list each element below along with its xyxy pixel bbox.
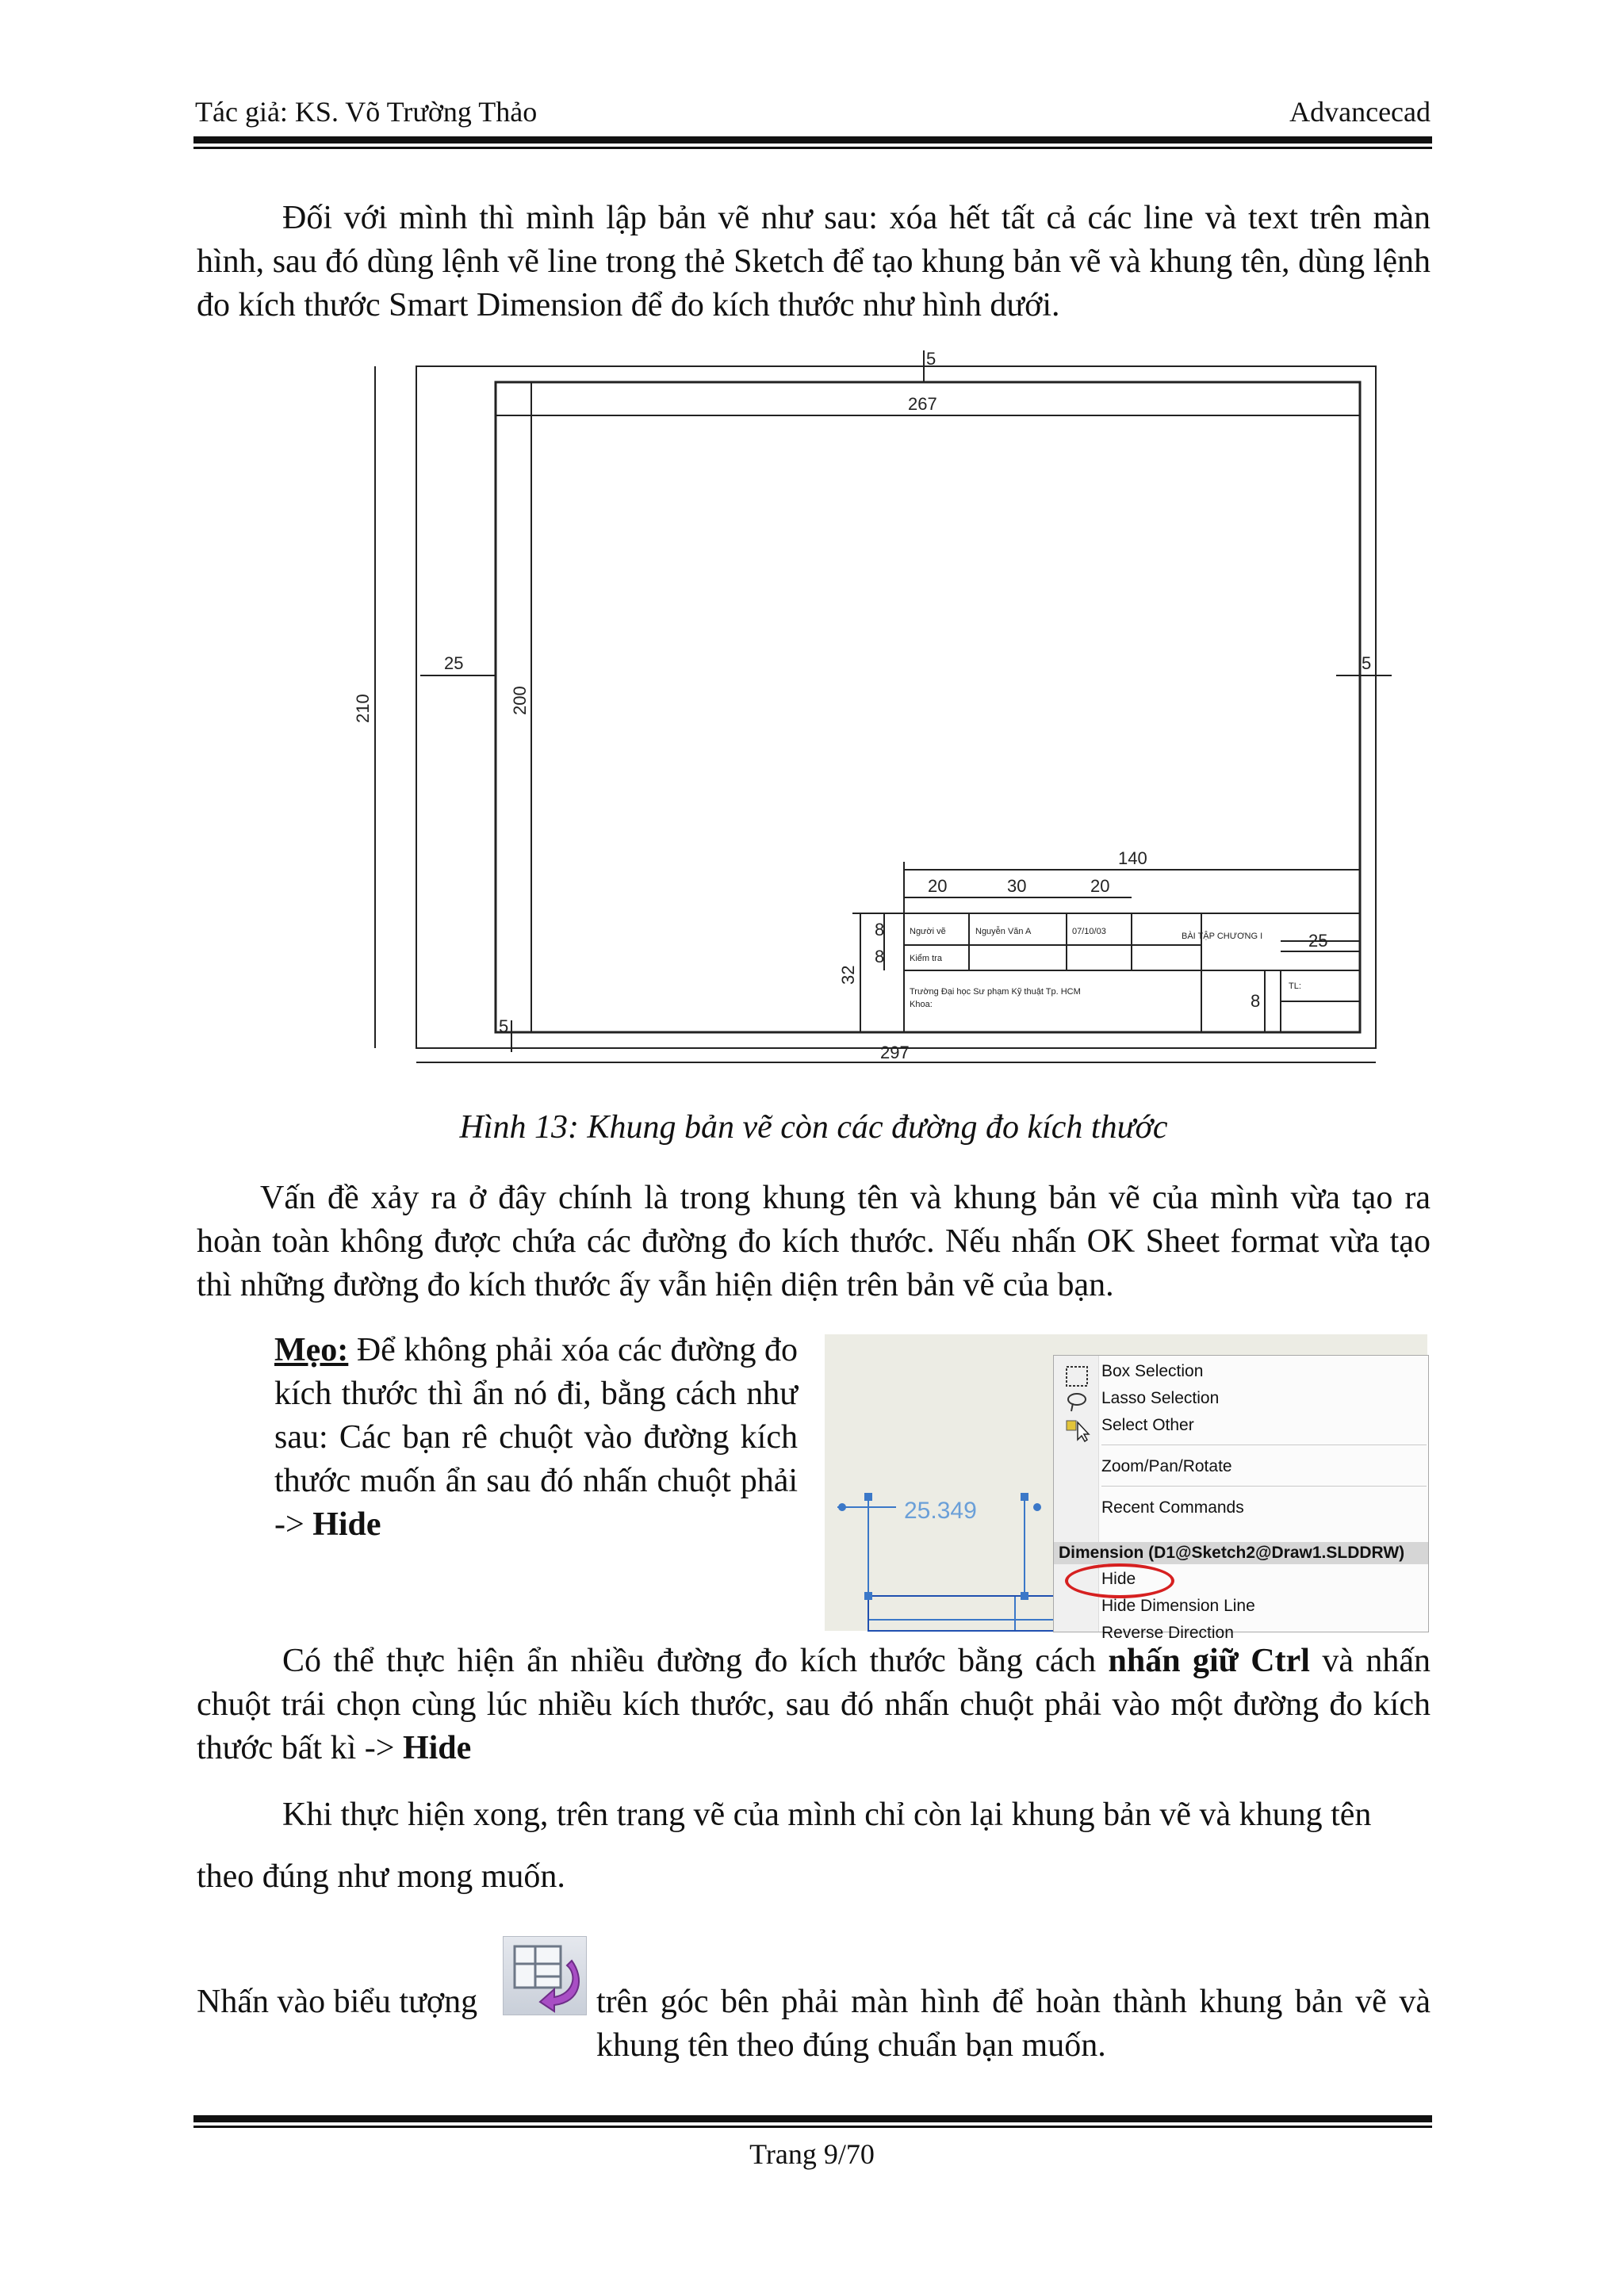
dim-row2: 8: [875, 947, 885, 966]
figure-caption: Hình 13: Khung bản vẽ còn các đường đo kích thước: [459, 1109, 1168, 1146]
menu-item-hide-dimension-line[interactable]: Hide Dimension Line: [1101, 1597, 1255, 1615]
paragraph-intro: Đối với mình thì mình lập bản vẽ như sau: xóa hết tất cả các line và text trên màn hình, sau đó dùng lệnh vẽ line trong thẻ Sketch để tạo khung bản vẽ và khung tên, dùng lệnh đo kích thước Smart Dimension để đo kích thước như hình dưới.: [197, 200, 1431, 323]
dim-col2: 30: [1007, 876, 1027, 896]
menu-item-box-selection[interactable]: Box Selection: [1101, 1362, 1204, 1380]
dim-col3: 20: [1090, 876, 1110, 896]
paragraph-multi-hide: [197, 1640, 1431, 1770]
tip-text: Để không phải xóa các đường đo kích thước thì ẩn nó đi, bằng cách như sau: Các bạn rê chuột vào đường kích thước muốn ẩn sau đó nhấn chuột phải ->: [274, 1332, 798, 1543]
paragraph-result-line2: theo đúng như mong muốn.: [197, 1858, 565, 1895]
footer-rule-thin: [193, 2126, 1432, 2128]
tb-drawn-by-label: Người vẽ: [910, 927, 946, 936]
dim-tl-row: 8: [1251, 991, 1261, 1011]
p3-text-2: và nhấn chuột trái chọn cùng lúc nhiều kích thước, sau đó nhấn chuột phải vào một đường đo kích thước bất kì ->: [197, 1643, 1431, 1766]
finish-sheet-format-icon[interactable]: [503, 1936, 587, 2015]
outer-frame: [416, 366, 1376, 1048]
hide-highlight-circle: [1065, 1563, 1174, 1598]
header-author: Tác giả: KS. Võ Trường Thảo: [195, 96, 538, 128]
menu-item-recent-commands[interactable]: Recent Commands: [1101, 1498, 1244, 1517]
menu-item-lasso-selection[interactable]: Lasso Selection: [1101, 1389, 1220, 1407]
tb-scale: TL:: [1289, 982, 1301, 991]
context-menu: [1053, 1355, 1429, 1642]
tb-drawn-by-name: Nguyễn Văn A: [975, 927, 1032, 936]
paragraph-problem: Vấn đề xảy ra ở đây chính là trong khung tên và khung bản vẽ của mình vừa tạo ra hoàn toàn không được chứa các đường đo kích thước. Nếu nhấn OK Sheet format vừa tạo thì những đường đo kích thước ấy vẫn hiện diện trên bản vẽ của bạn.: [197, 1180, 1431, 1303]
menu-section-header: Dimension (D1@Sketch2@Draw1.SLDDRW): [1054, 1542, 1428, 1564]
box-selection-icon: [1067, 1367, 1087, 1386]
menu-item-zoom-pan-rotate[interactable]: Zoom/Pan/Rotate: [1101, 1457, 1232, 1475]
menu-item-reverse-direction[interactable]: Reverse Direction: [1101, 1624, 1234, 1642]
tb-school: Trường Đại học Sư phạm Kỹ thuật Tp. HCM: [910, 987, 1081, 997]
header-brand: Advancecad: [1289, 96, 1431, 128]
tb-date: 07/10/03: [1072, 927, 1106, 936]
tb-faculty: Khoa:: [910, 1000, 933, 1009]
tip-block: [274, 1329, 798, 1547]
page-number: Trang 9/70: [749, 2138, 875, 2170]
dim-inner-height: 200: [510, 686, 530, 715]
dim-bottom-margin: 5: [499, 1016, 509, 1036]
drawing-frame-figure: [353, 342, 1392, 1088]
p3-bold-hide: Hide: [402, 1730, 472, 1766]
dim-tl-width: 25: [1308, 931, 1328, 951]
menu-separator: [1101, 1486, 1427, 1487]
header-rule-thick: [193, 136, 1432, 144]
lasso-selection-icon: [1068, 1394, 1086, 1405]
dim-outer-width: 297: [880, 1043, 910, 1062]
dim-row1: 8: [875, 920, 885, 939]
tip-label: Mẹo:: [274, 1332, 349, 1368]
menu-item-select-other[interactable]: Select Other: [1101, 1416, 1194, 1434]
paragraph-result-line1: Khi thực hiện xong, trên trang vẽ của mình chỉ còn lại khung bản vẽ và khung tên: [282, 1797, 1372, 1833]
menu-icons: [1063, 1364, 1090, 1443]
paragraph-finish-end: trên góc bên phải màn hình để hoàn thành khung bản vẽ và khung tên theo đúng chuẩn bạn muốn.: [596, 1984, 1431, 2064]
tb-title: BÀI TẬP CHƯƠNG I: [1182, 932, 1263, 941]
p3-bold-ctrl: nhấn giữ Ctrl: [1108, 1643, 1310, 1679]
dim-right-margin: 5: [1362, 653, 1372, 673]
dim-col1: 20: [928, 876, 948, 896]
tip-bold: Hide: [312, 1506, 381, 1543]
dim-inner-width: 267: [908, 394, 937, 414]
dim-outer-height: 210: [353, 694, 373, 723]
footer-rule-thick: [193, 2115, 1432, 2122]
dim-top-margin: 5: [926, 349, 936, 369]
menu-item-hide[interactable]: Hide: [1101, 1570, 1136, 1588]
header-rule-thin: [193, 147, 1432, 149]
context-menu-screenshot: [825, 1334, 1427, 1642]
dimension-sketch: [825, 1334, 1063, 1631]
dimension-value: 25.349: [904, 1498, 977, 1524]
select-other-icon: [1067, 1421, 1076, 1430]
dim-title-width: 140: [1118, 848, 1147, 868]
p3-text-1: Có thể thực hiện ẩn nhiều đường đo kích thước bằng cách: [282, 1643, 1109, 1679]
dim-left-margin: 25: [444, 653, 464, 673]
tb-checked-label: Kiểm tra: [910, 954, 942, 963]
paragraph-finish-start: Nhấn vào biểu tượng: [197, 1984, 478, 2020]
dim-title-height: 32: [838, 965, 858, 985]
